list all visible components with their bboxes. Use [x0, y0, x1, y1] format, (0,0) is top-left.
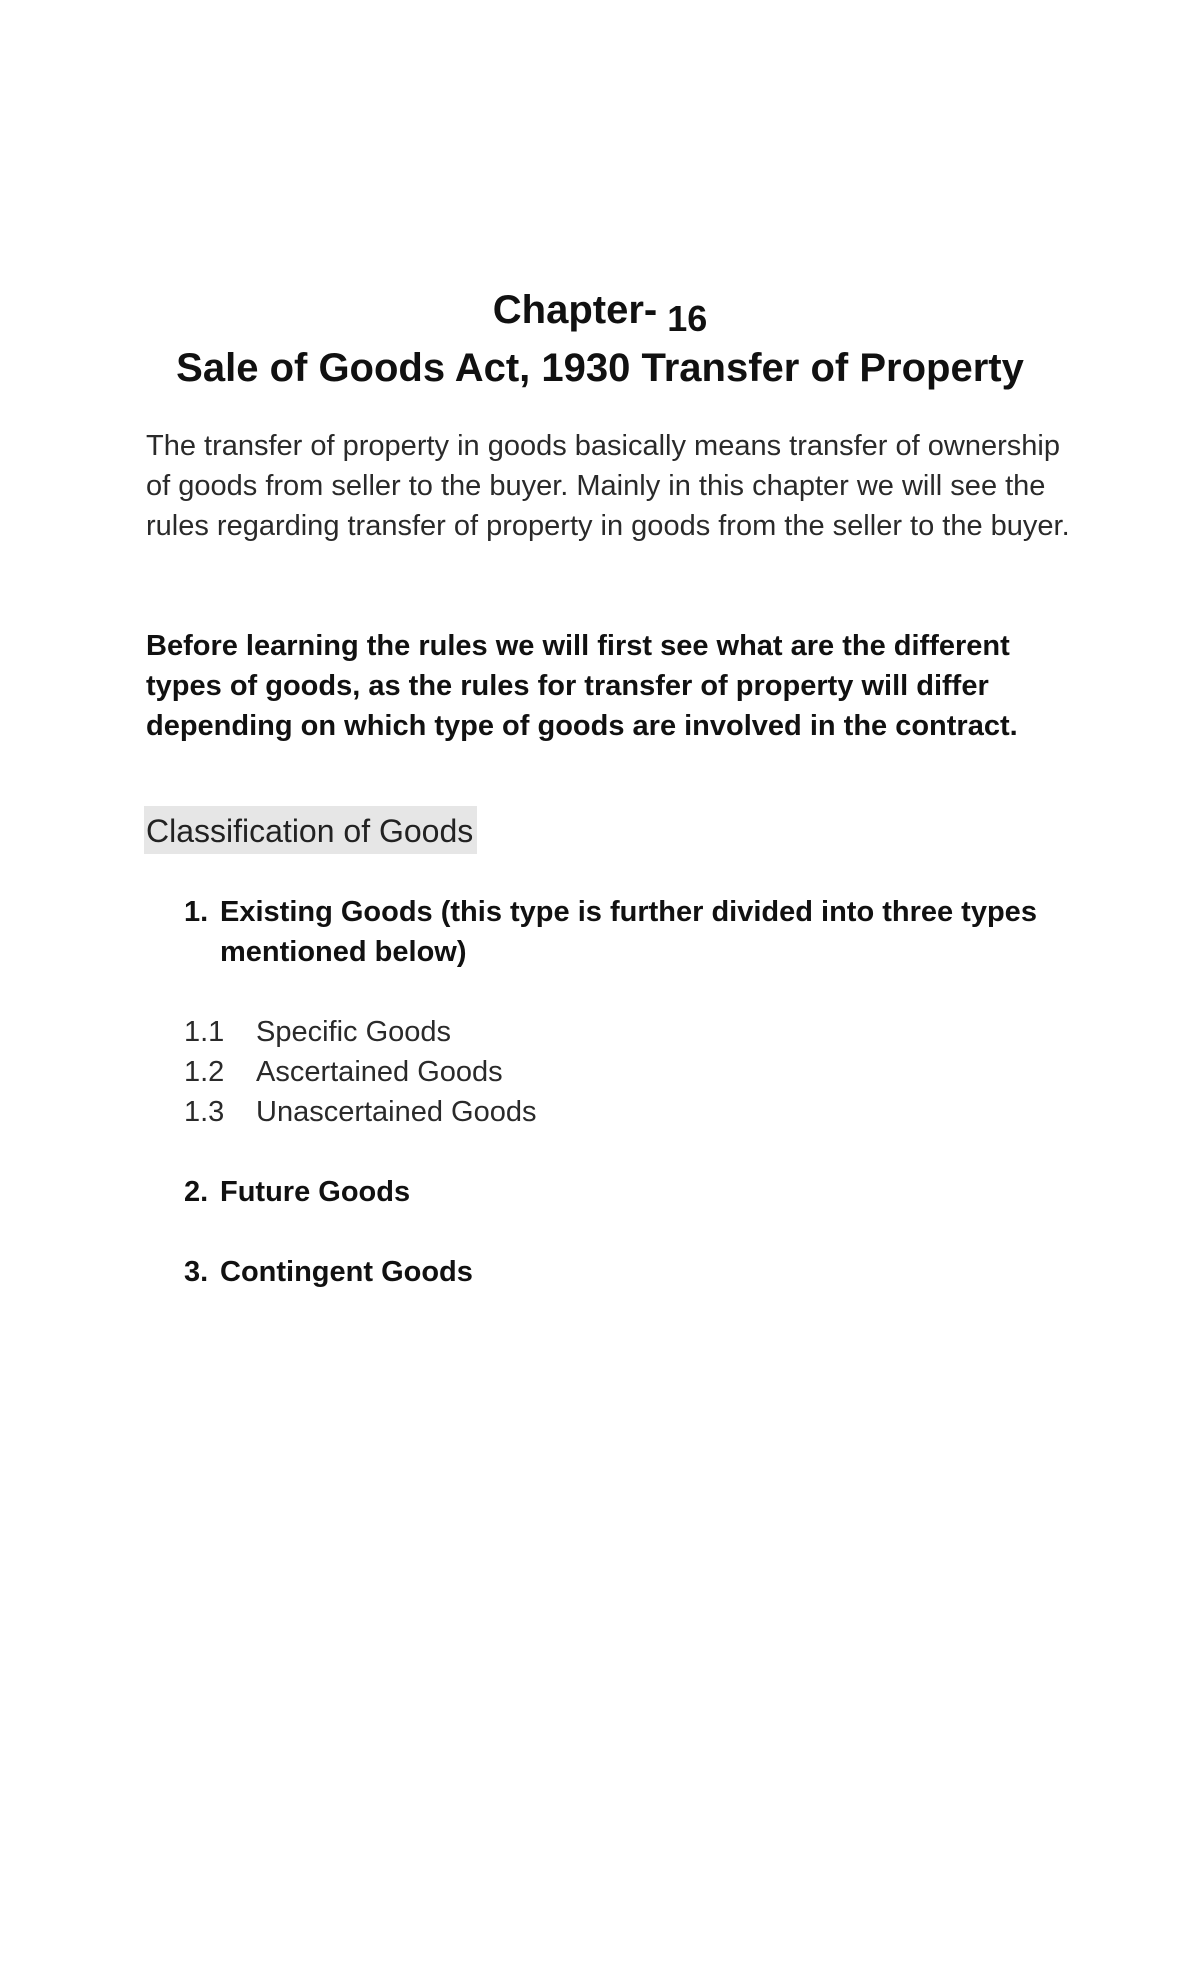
sub-list-item-specific-goods — [184, 1012, 537, 1052]
intro-paragraph: The transfer of property in goods basically means transfer of ownership of goods from seller to the buyer. Mainly in this chapter we will see the rules regarding transfer of property in goods from the seller to the buyer. — [146, 430, 1070, 542]
list-item-text: Future Goods — [220, 1176, 411, 1208]
chapter-number: 16 — [667, 298, 708, 339]
list-item-contingent-goods — [184, 1252, 1064, 1292]
sub-item-text: Ascertained Goods — [256, 1056, 503, 1088]
section-heading-classification: Classification of Goods — [144, 806, 477, 854]
page-title: Sale of Goods Act, 1930 Transfer of Property — [176, 346, 1024, 390]
list-item-text: Existing Goods (this type is further divided into three types mentioned below) — [220, 896, 1037, 968]
sub-item-number: 1.3 — [184, 1096, 225, 1128]
sub-list-item-ascertained-goods — [184, 1052, 537, 1092]
chapter-label: Chapter- — [492, 288, 658, 332]
list-item-existing-goods — [184, 892, 1064, 972]
sub-item-number: 1.1 — [184, 1016, 225, 1048]
chapter-heading — [0, 282, 1200, 339]
list-item-future-goods — [184, 1172, 1064, 1212]
sub-item-text: Specific Goods — [256, 1016, 452, 1048]
note-paragraph: Before learning the rules we will first see what are the different types of goods, as the rules for transfer of property will differ depending on which type of goods are involved in the contract. — [146, 630, 1018, 742]
list-item-text: Contingent Goods — [220, 1256, 473, 1288]
list-item-number: 2. — [184, 1176, 209, 1208]
sub-item-number: 1.2 — [184, 1056, 225, 1088]
sub-item-text: Unascertained Goods — [256, 1096, 537, 1128]
sub-list — [184, 1012, 537, 1132]
list-item-number: 1. — [184, 896, 209, 928]
sub-list-item-unascertained-goods — [184, 1092, 537, 1132]
title-block — [0, 282, 1200, 397]
list-item-number: 3. — [184, 1256, 209, 1288]
